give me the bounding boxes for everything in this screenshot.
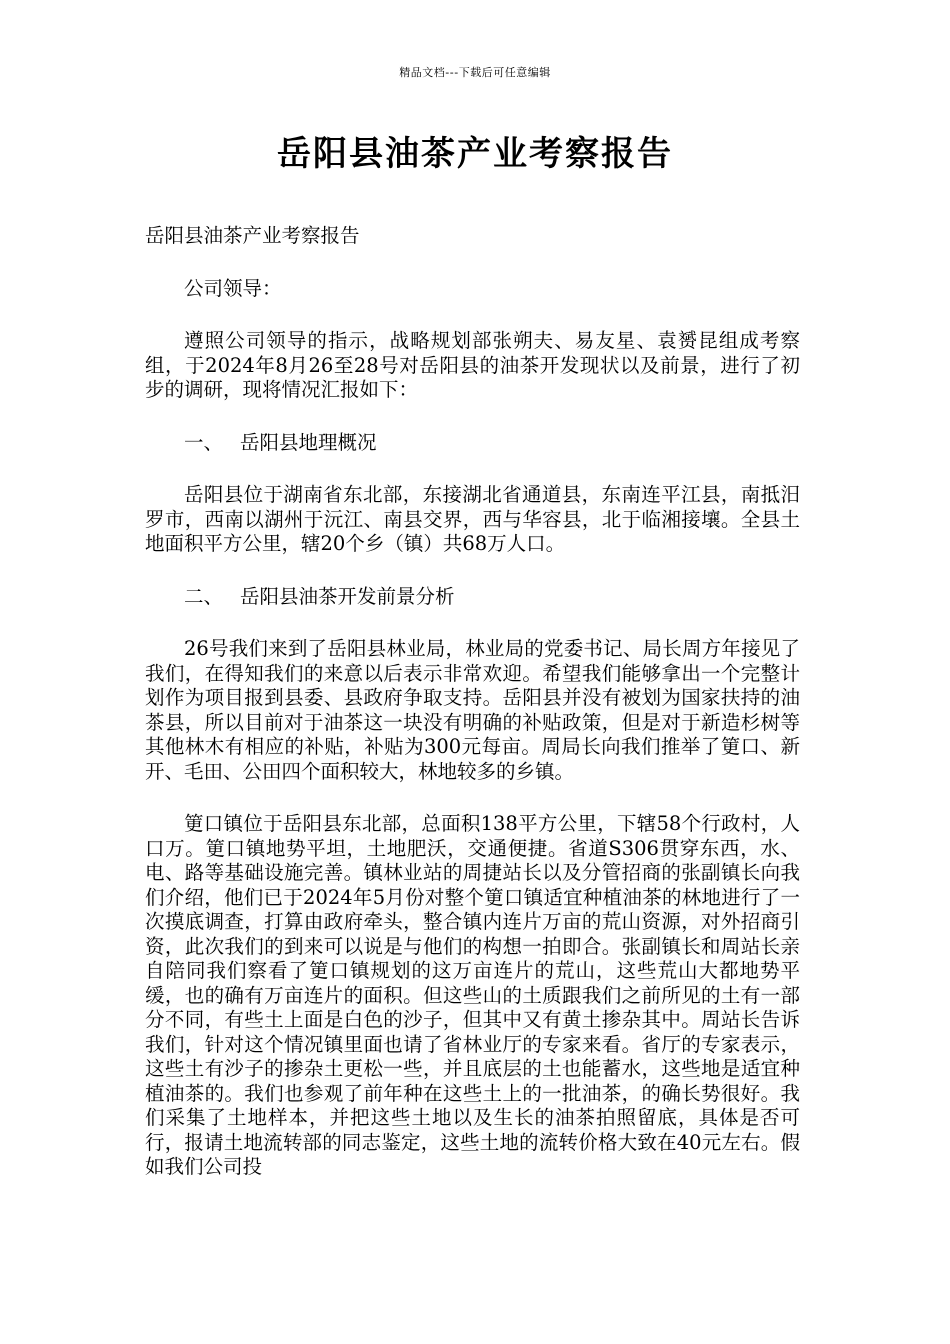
section1-body-paragraph: 岳阳县位于湖南省东北部，东接湖北省通道县，东南连平江县，南抵汨罗市，西南以湖州于沅江、南县交界，西与华容县，北于临湘接壤。全县土地面积平方公里，辖20个乡（镇）共68万人口。 <box>145 483 800 555</box>
document-body <box>145 224 800 1208</box>
section-number-1: 一、 <box>184 430 224 454</box>
subtitle-paragraph: 岳阳县油茶产业考察报告 <box>145 224 360 247</box>
header-note: 精品文档---下载后可任意编辑 <box>399 66 551 79</box>
section-title-1: 岳阳县地理概况 <box>240 430 377 454</box>
section-title-2: 岳阳县油茶开发前景分析 <box>240 584 455 608</box>
section-heading-1 <box>145 431 800 456</box>
section-number-2: 二、 <box>184 584 224 608</box>
section-heading-2 <box>145 585 800 610</box>
section2-body-paragraph-2: 筻口镇位于岳阳县东北部，总面积138平方公里，下辖58个行政村，人口万。筻口镇地势平坦，土地肥沃，交通便捷。省道S306贯穿东西，水、电、路等基础设施完善。镇林业站的周捷站长以及分管招商的张副镇长向我们介绍，他们已于2024年5月份对整个筻口镇适宜种植油茶的林地进行了一次摸底调查，打算由政府牵头，整合镇内连片万亩的荒山资源，对外招商引资，此次我们的到来可以说是与他们的构想一拍即合。张副镇长和周站长亲自陪同我们察看了筻口镇规划的这万亩连片的荒山，这些荒山大都地势平缓，也的确有万亩连片的面积。但这些山的土质跟我们之前所见的土有一部分不同，有些土上面是白色的沙子，但其中又有黄土掺杂其中。周站长告诉我们，针对这个情况镇里面也请了省林业厅的专家来看。省厅的专家表示，这些土有沙子的掺杂土更松一些，并且底层的土也能蓄水，这些地是适宜种植油茶的。我们也参观了前年种在这些土上的一批油茶，的确长势很好。我们采集了土地样本，并把这些土地以及生长的油茶拍照留底，具体是否可行，报请土地流转部的同志鉴定，这些土地的流转价格大致在40元左右。假如我们公司投 <box>145 812 800 1178</box>
salutation-paragraph: 公司领导： <box>184 276 282 300</box>
document-title: 岳阳县油茶产业考察报告 <box>277 134 673 174</box>
intro-paragraph: 遵照公司领导的指示，战略规划部张朔夫、易友星、袁赟昆组成考察组，于2024年8月26至28号对岳阳县的油茶开发现状以及前景，进行了初步的调研，现将情况汇报如下： <box>145 329 800 401</box>
section2-body-paragraph-1: 26号我们来到了岳阳县林业局，林业局的党委书记、局长周方年接见了我们，在得知我们的来意以后表示非常欢迎。希望我们能够拿出一个完整计划作为项目报到县委、县政府争取支持。岳阳县并没有被划为国家扶持的油茶县，所以目前对于油茶这一块没有明确的补贴政策，但是对于新造杉树等其他林木有相应的补贴，补贴为300元每亩。周局长向我们推举了筻口、新开、毛田、公田四个面积较大，林地较多的乡镇。 <box>145 637 800 783</box>
